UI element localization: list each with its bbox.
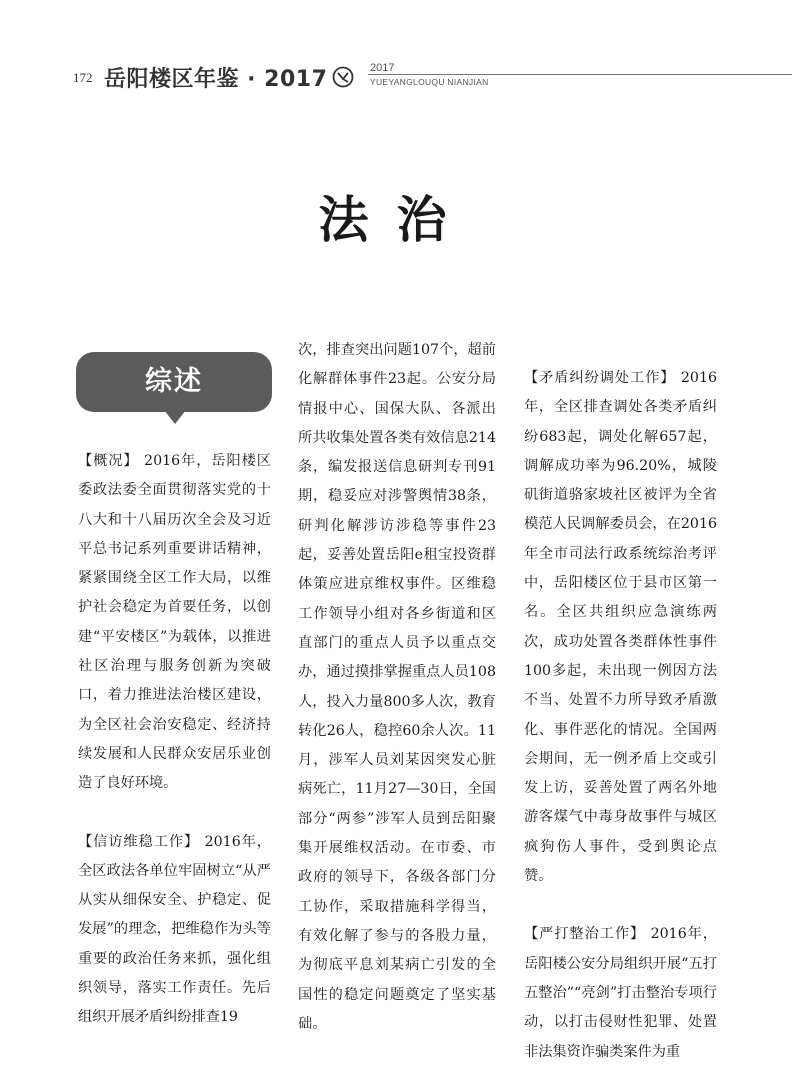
text-column-2 (298, 336, 496, 1039)
book-title: 岳阳楼区年鉴 · 2017 (104, 67, 328, 92)
petition-heading: 【信访维稳工作】 (78, 833, 200, 850)
dispute-paragraph (524, 364, 717, 891)
chapter-title: 法治 (318, 190, 475, 249)
page-number: 172 (73, 70, 93, 85)
overview-heading: 【概况】 (78, 453, 139, 469)
petition-paragraph (78, 828, 271, 1033)
crackdown-heading: 【严打整治工作】 (524, 926, 646, 943)
petition-continued: 次，排查突出问题107个，超前化解群体事件23起。公安分局情报中心、国保大队、各派出所共收集处置各类有效信息214条，编发报送信息研判专刊91期，稳妥应对涉警舆情38条，研判化解涉访涉稳等事件23起，妥善处置岳阳e租宝投资群体策应进京维权事件。区维稳工作领导小组对各乡街道和区直部门的重点人员予以重点交办，通过摸排掌握重点人员108人，投入力量800多人次，教育转化26人，稳控60余人次。11月，涉军人员刘某因突发心脏病死亡，11月27—30日，全国部分“两参”涉军人员到岳阳聚集开展维权活动。在市委、市政府的领导下，各级各部门分工协作，采取措施科学得当，有效化解了参与的各股力量，为彻底平息刘某病亡引发的全国性的稳定问题奠定了坚实基础。 (298, 342, 496, 1032)
text-column-3 (524, 364, 717, 1067)
overview-paragraph (78, 447, 271, 799)
text-column-1 (78, 447, 271, 1033)
dispute-body: 2016年，全区排查调处各类矛盾纠纷683起，调处化解657起，调解成功率为96.20%，城陵矶街道骆家坡社区被评为全省模范人民调解委员会，在2016年全市司法行政系统综治考评中，岳阳楼区位于县市区第一名。全区共组织应急演练两次，成功处置各类群体性事件100多起，未出现一例因方法不当、处置不力所导致矛盾激化、事件恶化的情况。全国两会期间，无一例矛盾上交或引发上访，妥善处置了两名外地游客煤气中毒身故事件与城区疯狗伤人事件，受到舆论点赞。 (524, 370, 717, 885)
crackdown-body: 2016年，岳阳楼公安分局组织开展“五打五整治”“亮剑”打击整治专项行动，以打击侵财性犯罪、处置非法集资诈骗类案件为重 (524, 926, 717, 1060)
crackdown-paragraph (524, 920, 717, 1066)
header-year: 2017 (370, 62, 395, 74)
dispute-heading: 【矛盾纠纷调处工作】 (524, 370, 676, 386)
header-pinyin: YUEYANGLOUQU NIANJIAN (370, 77, 489, 87)
overview-body: 2016年，岳阳楼区委政法委全面贯彻落实党的十八大和十八届历次全会及习近平总书记系列重要讲话精神，紧紧围绕全区工作大局，以维护社会稳定为首要任务，以创建“平安楼区”为载体，以推进社区治理与服务创新为突破口，着力推进法治楼区建设，为全区社会治安稳定、经济持续发展和人民群众安居乐业创造了良好环境。 (78, 453, 271, 792)
petition-body-part1: 2016年，全区政法各单位牢固树立“从严从实从细保安全、护稳定、促发展”的理念，把维稳作为头等重要的政治任务来抓，强化组织领导，落实工作责任。先后组织开展矛盾纠纷排查19 (78, 833, 271, 1026)
banner-pointer (164, 410, 186, 424)
page-header (0, 0, 793, 100)
section-banner (76, 352, 272, 432)
circle-arrow-icon (332, 66, 354, 88)
header-rule (368, 74, 792, 75)
banner-label: 综述 (145, 366, 203, 397)
